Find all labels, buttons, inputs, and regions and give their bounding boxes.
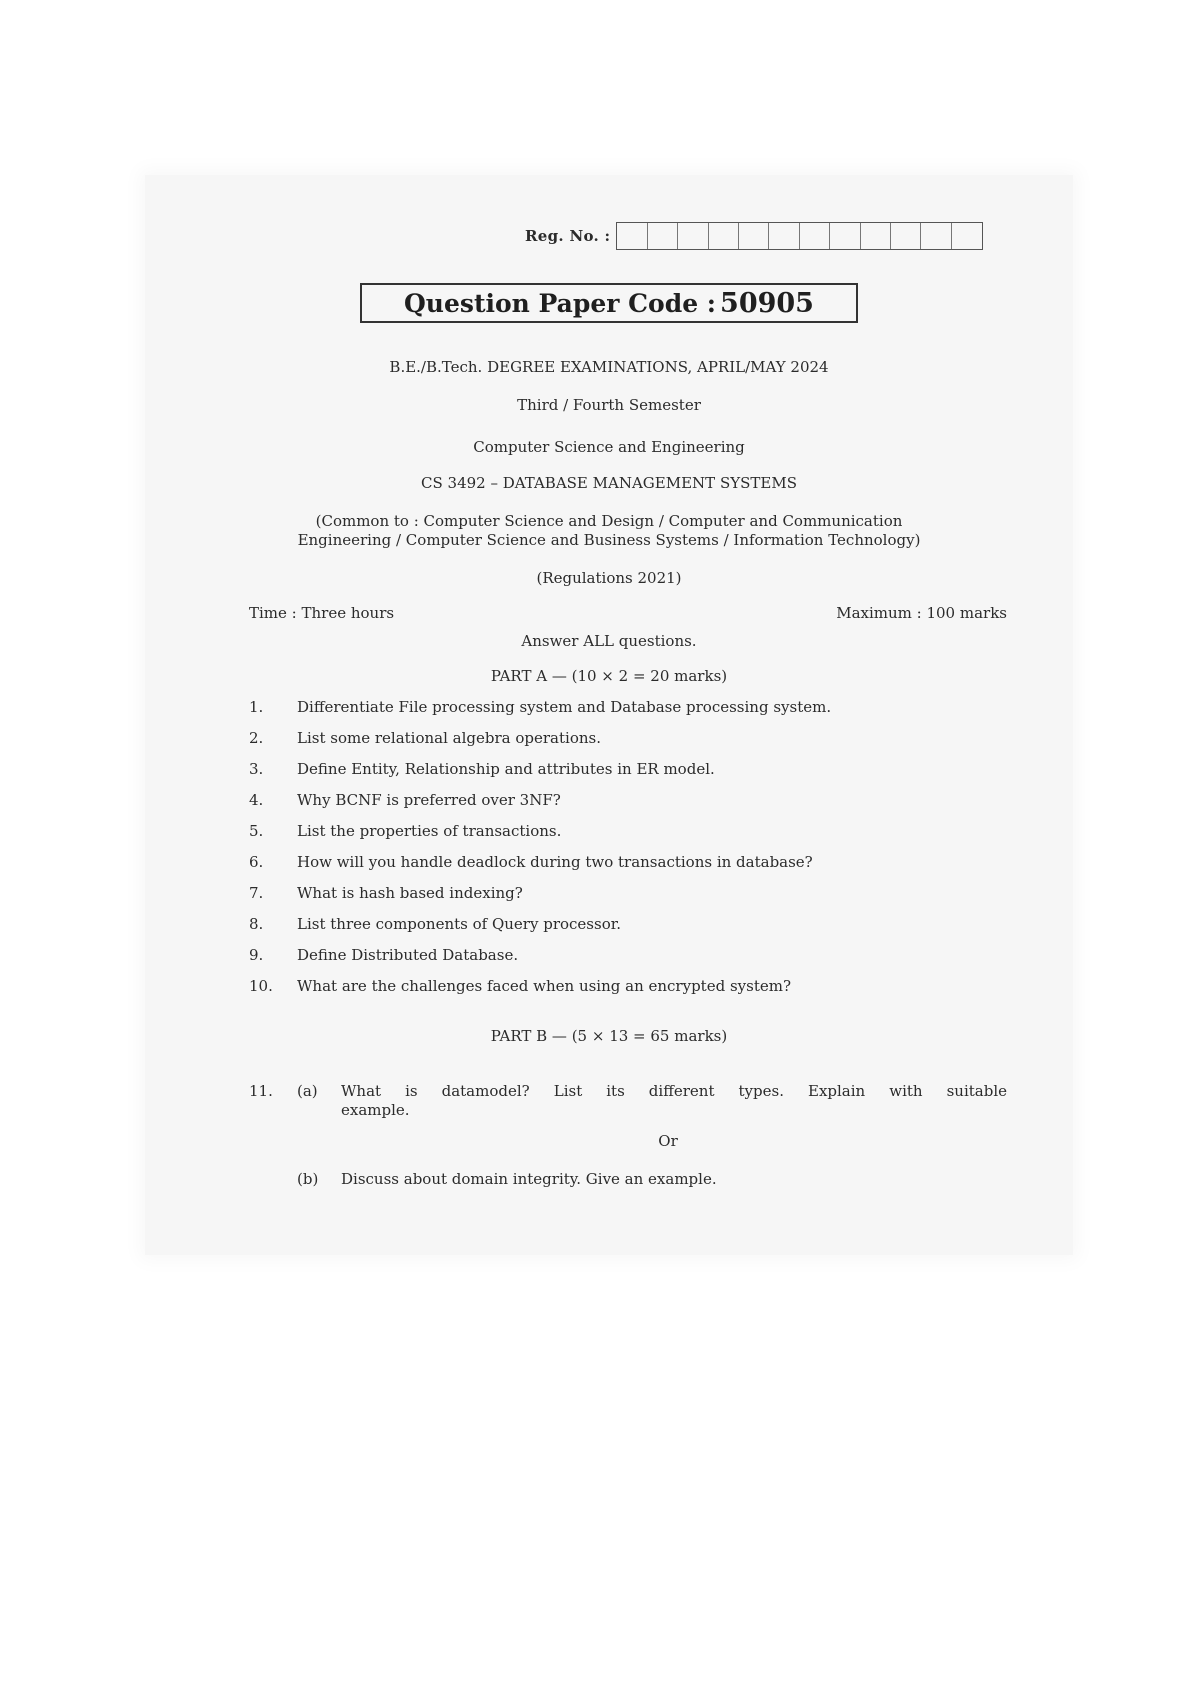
question-item [249, 884, 1009, 915]
question-11b [249, 1170, 1007, 1189]
question-number: 6. [249, 853, 264, 871]
question-paper-code-label: Question Paper Code : [404, 288, 717, 318]
reg-no-digit-box [709, 223, 739, 249]
question-number: 8. [249, 915, 264, 933]
question-text: Discuss about domain integrity. Give an example. [341, 1170, 717, 1188]
question-number: 11. [249, 1082, 273, 1100]
reg-no-digit-box [739, 223, 769, 249]
question-item [249, 853, 1009, 884]
question-number: 2. [249, 729, 264, 747]
question-number: 5. [249, 822, 264, 840]
sub-question-label: (b) [297, 1170, 319, 1188]
question-text-line-1: What is datamodel? List its different types. Explain with suitable [341, 1082, 1007, 1100]
question-item [249, 698, 1009, 729]
reg-no-digit-box [952, 223, 982, 249]
sub-question-label: (a) [297, 1082, 318, 1100]
reg-no-digit-box [617, 223, 647, 249]
question-number: 4. [249, 791, 264, 809]
question-item [249, 915, 1009, 946]
question-text: What are the challenges faced when using an encrypted system? [297, 977, 791, 995]
question-item [249, 946, 1009, 977]
reg-no-digit-box [861, 223, 891, 249]
common-to-line-2: Engineering / Computer Science and Business Systems / Information Technology) [297, 531, 921, 549]
reg-no-digit-box [800, 223, 830, 249]
question-text: Define Distributed Database. [297, 946, 519, 964]
question-paper-code-box [360, 283, 858, 323]
semester-label: Third / Fourth Semester [517, 396, 701, 414]
question-number: 3. [249, 760, 264, 778]
question-11a [249, 1082, 1007, 1120]
reg-no-digit-box [678, 223, 708, 249]
reg-no-digit-box [769, 223, 799, 249]
time-label: Time : Three hours [249, 604, 395, 622]
question-number: 1. [249, 698, 264, 716]
reg-no-digit-box [891, 223, 921, 249]
question-number: 10. [249, 977, 273, 995]
reg-no-digit-box [921, 223, 951, 249]
question-text: Differentiate File processing system and Database processing system. [297, 698, 832, 716]
degree-title: B.E./B.Tech. DEGREE EXAMINATIONS, APRIL/MAY 2024 [389, 358, 829, 376]
question-text: List the properties of transactions. [297, 822, 562, 840]
common-to-line-1: (Common to : Computer Science and Design / Computer and Communication [315, 512, 903, 530]
branch-label: Computer Science and Engineering [473, 438, 745, 456]
question-text: How will you handle deadlock during two transactions in database? [297, 853, 813, 871]
part-a-heading: PART A — (10 × 2 = 20 marks) [490, 667, 728, 685]
registration-number-row [525, 222, 983, 250]
question-item [249, 791, 1009, 822]
reg-no-digit-box [830, 223, 860, 249]
question-item [249, 760, 1009, 791]
part-b-questions [249, 1082, 1007, 1189]
question-item [249, 822, 1009, 853]
question-text: Define Entity, Relationship and attributes in ER model. [297, 760, 715, 778]
part-b-heading: PART B — (5 × 13 = 65 marks) [490, 1027, 728, 1045]
question-number: 9. [249, 946, 264, 964]
question-item [249, 977, 1009, 1008]
maximum-marks-label: Maximum : 100 marks [836, 604, 1007, 622]
question-paper-code-number: 50905 [720, 287, 814, 319]
question-number: 7. [249, 884, 264, 902]
question-text-line-2: example. [341, 1101, 410, 1119]
question-item [249, 729, 1009, 760]
course-title: CS 3492 – DATABASE MANAGEMENT SYSTEMS [421, 474, 797, 492]
reg-no-digit-box [648, 223, 678, 249]
regulations-label: (Regulations 2021) [536, 569, 682, 587]
reg-no-label: Reg. No. : [525, 227, 611, 245]
question-text: Why BCNF is preferred over 3NF? [297, 791, 561, 809]
question-text: List some relational algebra operations. [297, 729, 601, 747]
reg-no-boxes [616, 222, 983, 250]
question-text: List three components of Query processor. [297, 915, 622, 933]
question-text: What is hash based indexing? [297, 884, 523, 902]
instruction-text: Answer ALL questions. [521, 632, 697, 650]
part-a-question-list [249, 698, 1009, 1008]
or-separator: Or [658, 1132, 678, 1150]
question-text [341, 1082, 1007, 1120]
